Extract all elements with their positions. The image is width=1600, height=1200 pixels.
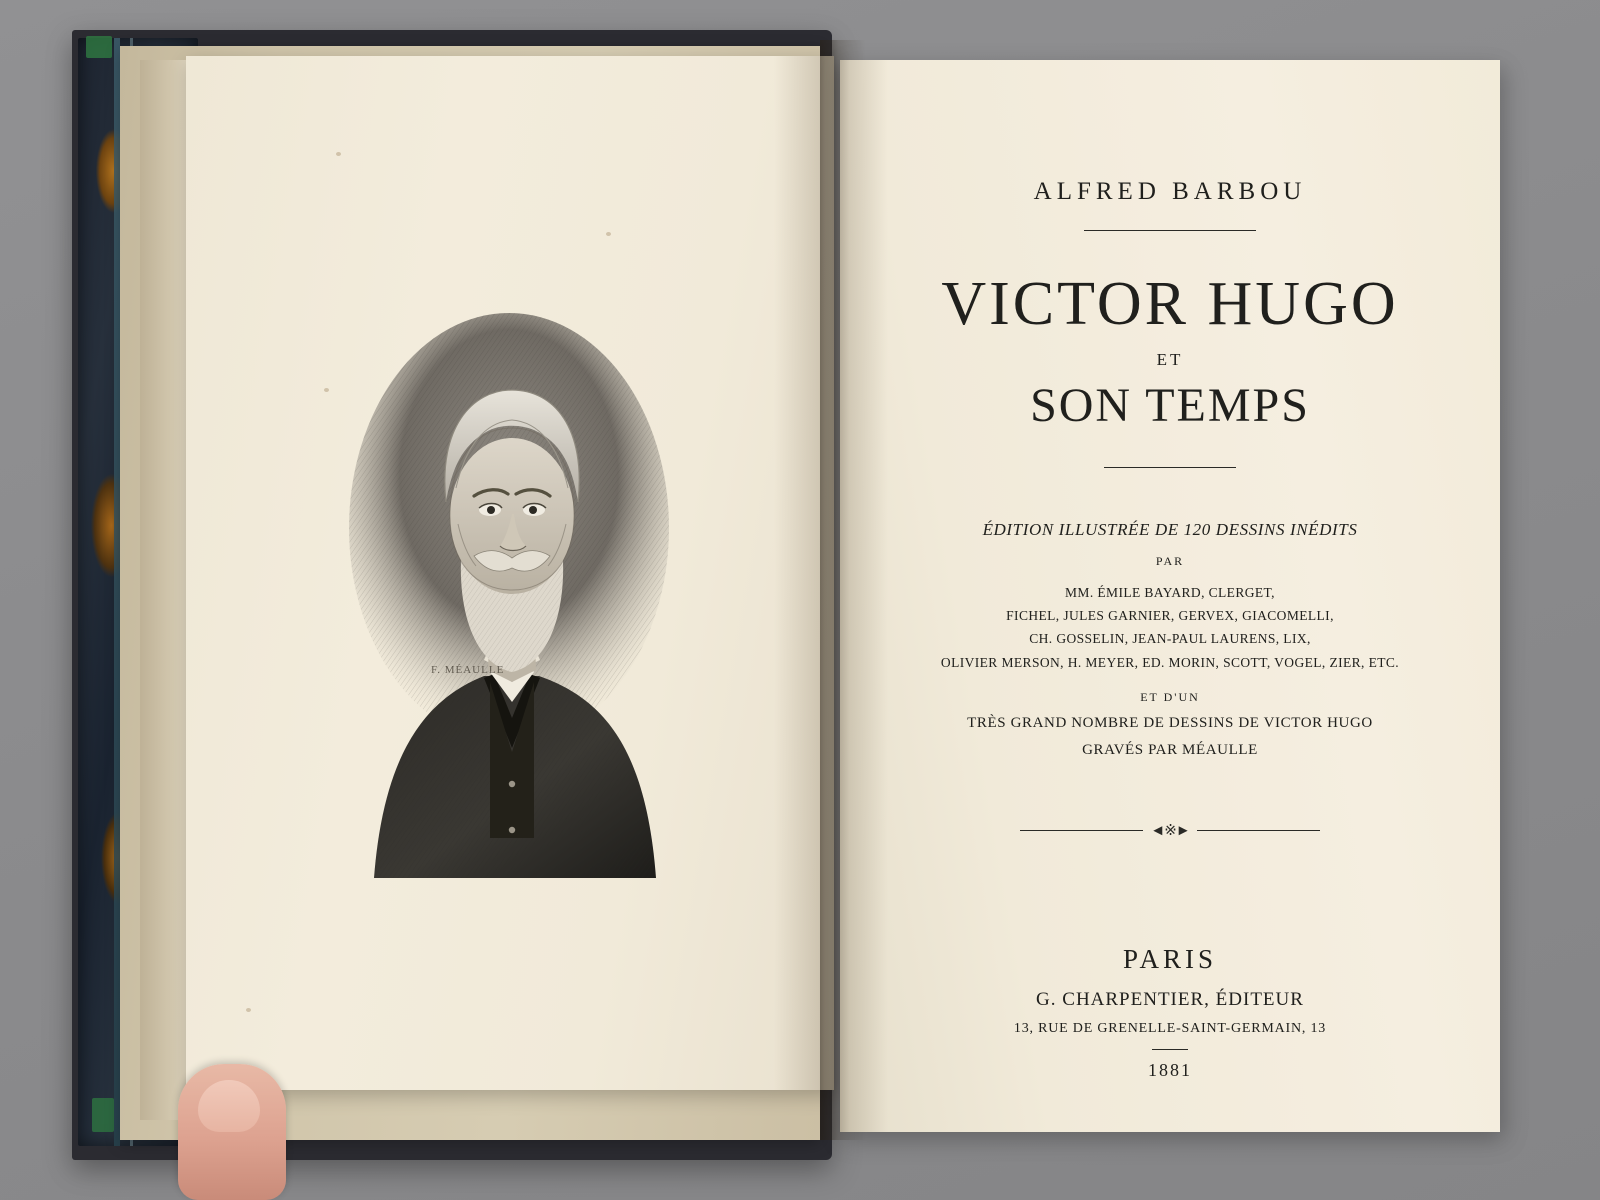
paper-foxing-spot [336, 152, 341, 156]
right-page-title-page [840, 60, 1500, 1132]
imprint-city: PARIS [1122, 943, 1218, 974]
engraver-signature: F. MÉAULLE [431, 664, 505, 676]
imprint-address: 13, RUE DE GRENELLE-SAINT-GERMAIN, 13 [1013, 1020, 1327, 1036]
and-also-label: ET D'UN [1140, 689, 1200, 704]
imprint-block [840, 944, 1500, 1081]
title-conjunction: ET [1156, 350, 1184, 369]
ornament-rule-right [1197, 830, 1320, 831]
artists-list [840, 581, 1500, 674]
artists-line: CH. GOSSELIN, JEAN-PAUL LAURENS, LIX, [1029, 631, 1311, 647]
hand-thumb [178, 1064, 286, 1200]
imprint-year: 1881 [1148, 1059, 1192, 1080]
ornament-glyph: ◄※► [1150, 822, 1190, 839]
book-subtitle: SON TEMPS [1030, 379, 1310, 432]
artists-line: FICHEL, JULES GARNIER, GERVEX, GIACOMELLI, [1006, 608, 1334, 624]
victor-hugo-portrait-engraving [334, 278, 684, 878]
ornament-rule-left [1020, 830, 1143, 831]
typographic-ornament [1020, 821, 1320, 840]
rule-under-title [1104, 467, 1236, 468]
author-name: ALFRED BARBOU [1033, 178, 1307, 205]
thumbnail [198, 1080, 260, 1132]
rule-under-author [1084, 230, 1256, 231]
title-block [840, 60, 1500, 1081]
green-tab-marker [86, 36, 112, 58]
green-tab-marker [92, 1098, 114, 1132]
hugo-drawings-line: TRÈS GRAND NOMBRE DE DESSINS DE VICTOR HUGO [967, 714, 1373, 731]
paper-foxing-spot [246, 1008, 251, 1012]
edition-note: ÉDITION ILLUSTRÉE DE 120 DESSINS INÉDITS [982, 520, 1358, 539]
paper-foxing-spot [606, 232, 611, 236]
page-edge-stack [140, 60, 192, 1120]
engraved-by-line: GRAVÉS PAR MÉAULLE [1082, 741, 1258, 758]
artists-line: OLIVIER MERSON, H. MEYER, ED. MORIN, SCOTT, VOGEL, ZIER, ETC. [940, 654, 1400, 670]
left-page-frontispiece [186, 56, 834, 1090]
paper-foxing-spot [324, 388, 329, 392]
artists-line: MM. ÉMILE BAYARD, CLERGET, [1065, 585, 1275, 600]
rule-above-year [1152, 1049, 1188, 1050]
by-label: PAR [1155, 554, 1185, 568]
imprint-publisher: G. CHARPENTIER, ÉDITEUR [1036, 988, 1304, 1010]
book-title: VICTOR HUGO [941, 270, 1399, 338]
